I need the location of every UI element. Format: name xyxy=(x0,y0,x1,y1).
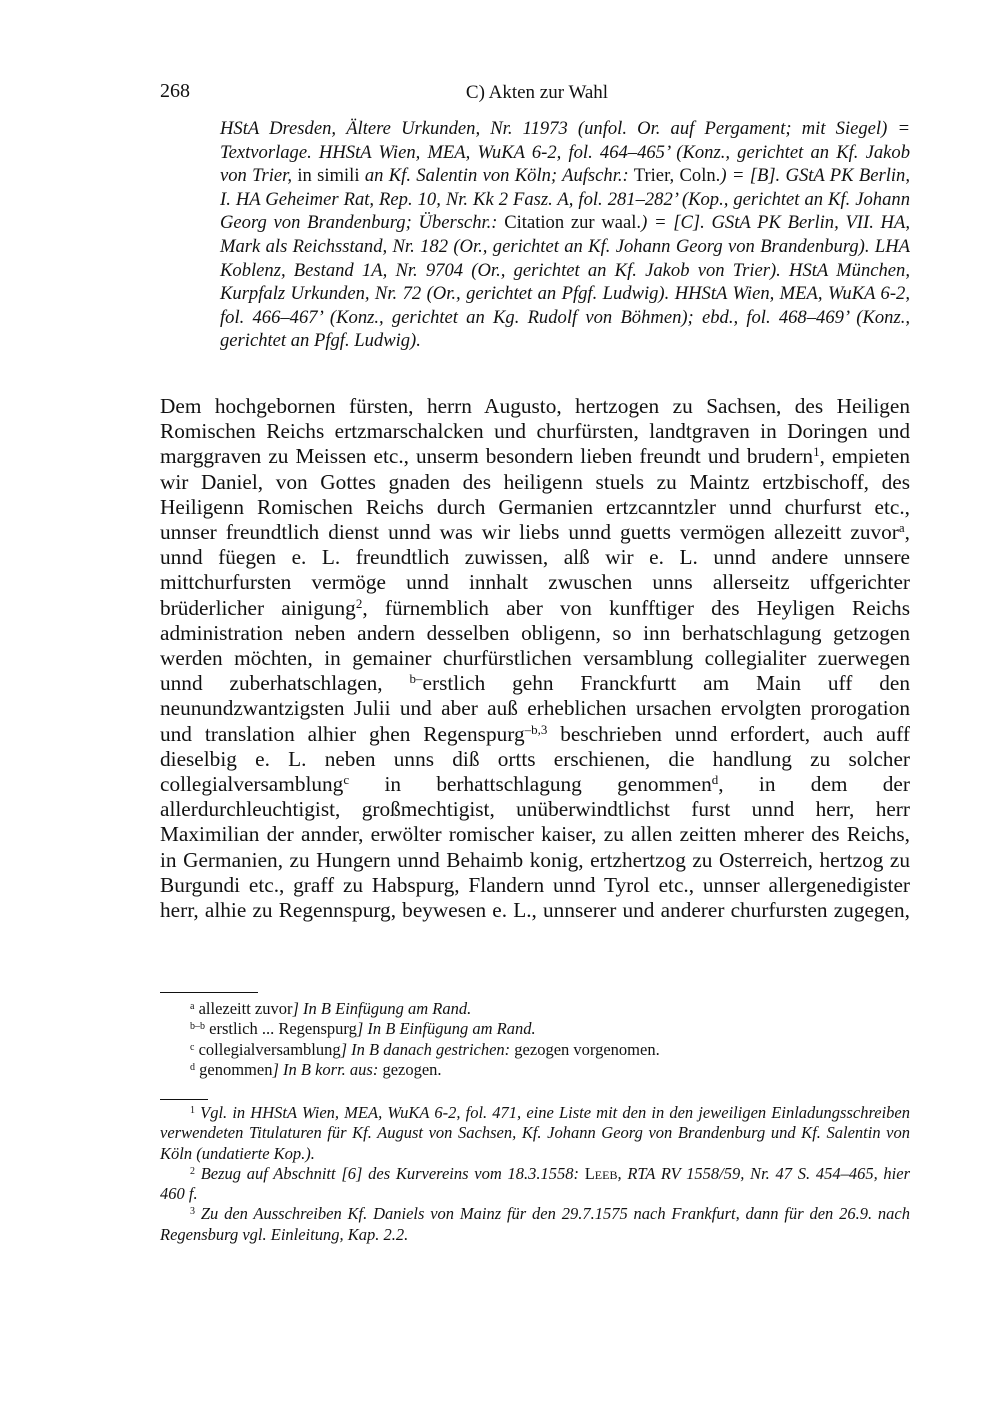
note-marker: b– xyxy=(409,671,423,687)
text-segment: , RTA RV 1558/59, Nr. 47 S. 454–465, hier 460 f. xyxy=(160,1163,910,1204)
text-segment: gezogen. xyxy=(378,1060,442,1080)
text-segment: beschrieben unnd erfordert, auch auff dieselbig e. L. neben unns diß ortts erschienen, die handlung zu solcher collegialversamblung xyxy=(160,721,910,797)
text-segment: in berhattschlagung genommen xyxy=(349,772,712,797)
text-segment: erstlich ... Regenspurg xyxy=(205,1019,357,1039)
text-segment: ) = [B]. GStA PK Berlin, I. HA Geheimer Rat, Rep. 10, Nr. Kk 2 Fasz. A, fol. 281–282’ (Kop., gerichtet an Kf. Johann Georg von Brandenburg; Überschr.: xyxy=(220,165,911,234)
note-marker: d xyxy=(711,772,719,788)
note-marker: 2 xyxy=(190,1165,195,1177)
variant-notes xyxy=(160,999,910,1081)
text-segment: ] In B Einfügung am Rand. xyxy=(356,1019,536,1039)
document-body-text xyxy=(160,394,910,923)
variant-note xyxy=(160,1040,910,1060)
note-marker: 1 xyxy=(190,1105,195,1116)
note-marker: b–b xyxy=(190,1021,205,1033)
variant-note xyxy=(160,1060,910,1080)
footnote xyxy=(160,1164,910,1205)
text-segment: erstlich gehn Franckfurtt am Main uff den neunundzwantzigsten Julii und aber auß erheblichen ursachen ervolgten prorogation und translation alhier ghen Regenspurg xyxy=(160,671,910,746)
variant-note xyxy=(160,999,910,1019)
text-segment: Zu den Ausschreiben Kf. Daniels von Mainz für den 29.7.1575 nach Frankfurt, dann für den 26.9. nach Regensburg vgl. Einleitung, Kap. 2.2. xyxy=(160,1204,910,1244)
text-segment: in simili xyxy=(291,165,365,187)
text-segment: Bezug auf Abschnitt [6] des Kurvereins vom 18.3.1558: xyxy=(195,1163,585,1183)
text-segment: gezogen vorgenomen. xyxy=(510,1039,660,1059)
source-note xyxy=(220,117,910,353)
text-segment: , in dem der allerdurchleuchtigist, großmechtigist, unüberwindtlichst furst unnd herr, herr Maximilian der annder, erwölter romischer kaiser, zu allen zeitten mherer des Reichs, in Germanien, zu Hungern unnd Behaimb konig, ertzhertzog zu Osterreich, hertzog zu Burgundi etc., graff zu Habspurg, Flandern unnd Tyrol etc., unnser allergenedigister herr, alhie zu Regennspurg, beywesen e. L., unnserer und anderer churfursten zugegen, xyxy=(160,772,910,923)
note-marker: 2 xyxy=(355,595,363,611)
text-segment: ) = [C]. GStA PK Berlin, VII. HA, Mark als Reichsstand, Nr. 182 (Or., gerichtet an Kf. Johann Georg von Brandenburg). LHA Koblenz, Bestand 1A, Nr. 9704 (Or., gerichtet an Kf. Jakob von Trier). HStA München, Kurpfalz Urkunden, Nr. 72 (Or., gerichtet an Pfgf. Ludwig). HHStA Wien, MEA, WuKA 6-2, fol. 466–467’ (Konz., gerichtet an Kg. Rudolf von Böhmen); ebd., fol. 468–469’ (Konz., gerichtet an Pfgf. Ludwig). xyxy=(220,212,910,352)
note-marker: a xyxy=(898,520,905,536)
text-segment: , unnd füegen e. L. freundtlich zuwissen, alß wir e. L. unnd andere unnsere mittchurfursten vermöge unnd innhalt zwuschen unns allerseitz uffgerichter brüderlicher ainigung xyxy=(160,520,910,620)
text-segment: Citation zur waal. xyxy=(497,212,642,234)
text-segment: ] In B danach gestrichen: xyxy=(340,1039,511,1059)
note-marker: c xyxy=(190,1041,195,1053)
footnotes-divider xyxy=(160,1099,208,1100)
text-segment: , empieten wir Daniel, von Gottes gnaden des heiligenn stuels zu Maintz ertzbischoff, des Heiligenn Romischen Reichs durch Germanien ertzcanntzler unnd churfurst etc., unnser freundtlich dienst unnd was wir liebs unnd guetts vermögen allezeitt zuvor xyxy=(160,444,910,545)
running-head: C) Akten zur Wahl xyxy=(465,82,609,103)
text-segment: an Kf. Salentin von Köln; Aufschr.: xyxy=(364,165,629,187)
note-marker: 3 xyxy=(190,1206,195,1218)
text-segment: , fürnemblich aber von kunfftiger des Heyligen Reichs administration neben andern desselben obligenn, so inn berhatschlagung getzogen werden möchten, in gemainer churfürstlichen versamblung collegialiter zuerwegen unnd zuberhatschlagen, xyxy=(160,595,910,696)
text-segment: Trier, Coln. xyxy=(628,165,721,187)
text-segment: Vgl. in HHStA Wien, MEA, WuKA 6-2, fol. 471, eine Liste mit den in den jeweiligen Einladungsschreiben verwendeten Titulaturen für Kf. August von Sachsen, Kf. Johann Georg von Brandenburg und Kf. Salentin von Köln (undatierte Kop.). xyxy=(160,1103,910,1163)
text-segment: Leeb xyxy=(584,1163,618,1183)
text-segment: collegialversamblung xyxy=(194,1039,341,1059)
footnote xyxy=(160,1103,910,1164)
text-segment: genommen xyxy=(195,1060,273,1080)
text-segment: allezeitt zuvor xyxy=(194,999,293,1018)
note-marker: c xyxy=(343,772,350,788)
text-segment: Dem hochgebornen fürsten, herrn Augusto, hertzogen zu Sachsen, des Heiligen Romischen Reichs ertzmarschalcken und churfürsten, landtgraven in Doringen und marggraven zu Meissen etc., unserm besondern lieben freundt und brudern xyxy=(160,394,910,469)
note-marker: –b,3 xyxy=(524,721,548,737)
footnotes xyxy=(160,1103,910,1245)
variant-notes-divider xyxy=(160,992,258,993)
note-marker: a xyxy=(190,1001,195,1012)
text-segment: ] In B Einfügung am Rand. xyxy=(292,999,472,1018)
text-segment: HStA Dresden, Ältere Urkunden, Nr. 11973 (unfol. Or. auf Pergament; mit Siegel) = Textvorlage. HHStA Wien, MEA, WuKA 6-2, fol. 464–465’ (Konz., gerichtet an Kf. Jakob von Trier, xyxy=(220,118,910,187)
note-marker: 1 xyxy=(813,444,820,460)
footnote xyxy=(160,1204,910,1245)
note-marker: d xyxy=(190,1062,195,1074)
variant-note xyxy=(160,1019,910,1039)
text-segment: ] In B korr. aus: xyxy=(272,1060,379,1080)
page-number: 268 xyxy=(160,80,190,102)
